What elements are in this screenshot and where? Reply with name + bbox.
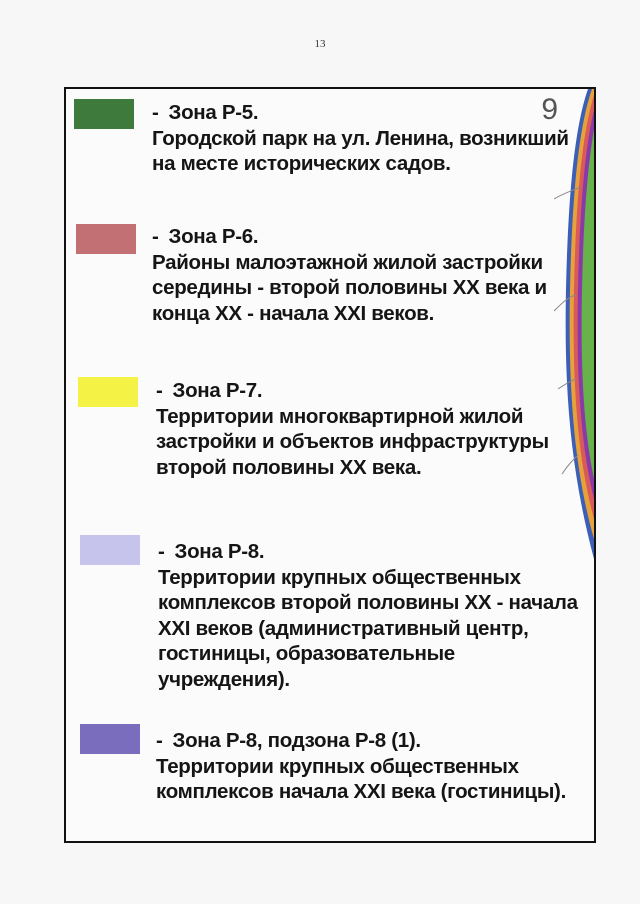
zone-title: Зона Р-5. xyxy=(168,101,259,124)
swatch-yellow xyxy=(78,377,138,407)
zone-title: Зона Р-8, подзона Р-8 (1). xyxy=(172,729,421,752)
zone-description: Территории крупных общественных комплексов второй половины XX - начала XXI веков (административный центр, гостиницы, образовательные учреждения). xyxy=(158,565,578,691)
zone-description: Территории крупных общественных комплексов начала XXI века (гостиницы). xyxy=(156,754,566,803)
swatch-dark-green xyxy=(74,99,134,129)
swatch-purple xyxy=(80,724,140,754)
legend-frame: 9 - Зона Р-5. Городской парк на ул. Ленина, возникший на месте исторических садов. - Зона Р-6. Районы малоэтажной жилой застройки середины - второй половины XX века и конца XX - начала XXI веков. - Зона Р-7. Территории многоквартирной жилой застройки и объектов инфраструктуры второй половины XX века. - Зона Р-8. Территории крупных общественных комплексов второй половины XX - начала XXI веков (административный центр, гостиницы, образовательные учреждения). - Зона Р-8, подзона Р-8 (1). Территории крупных общественных комплексов начала XXI века (гостиницы). xyxy=(64,87,596,843)
zone-description: Городской парк на ул. Ленина, возникший на месте исторических садов. xyxy=(152,126,569,175)
swatch-rose xyxy=(76,224,136,254)
page-number: 13 xyxy=(314,38,326,50)
zone-title: Зона Р-6. xyxy=(168,225,259,248)
zone-description: Районы малоэтажной жилой застройки середины - второй половины XX века и конца XX - начала XXI веков. xyxy=(152,250,547,325)
map-number: 9 xyxy=(541,93,558,126)
swatch-lavender xyxy=(80,535,140,565)
zone-title: Зона Р-8. xyxy=(174,540,265,563)
zone-description: Территории многоквартирной жилой застройки и объектов инфраструктуры второй половины XX века. xyxy=(156,404,549,479)
zone-title: Зона Р-7. xyxy=(172,379,263,402)
